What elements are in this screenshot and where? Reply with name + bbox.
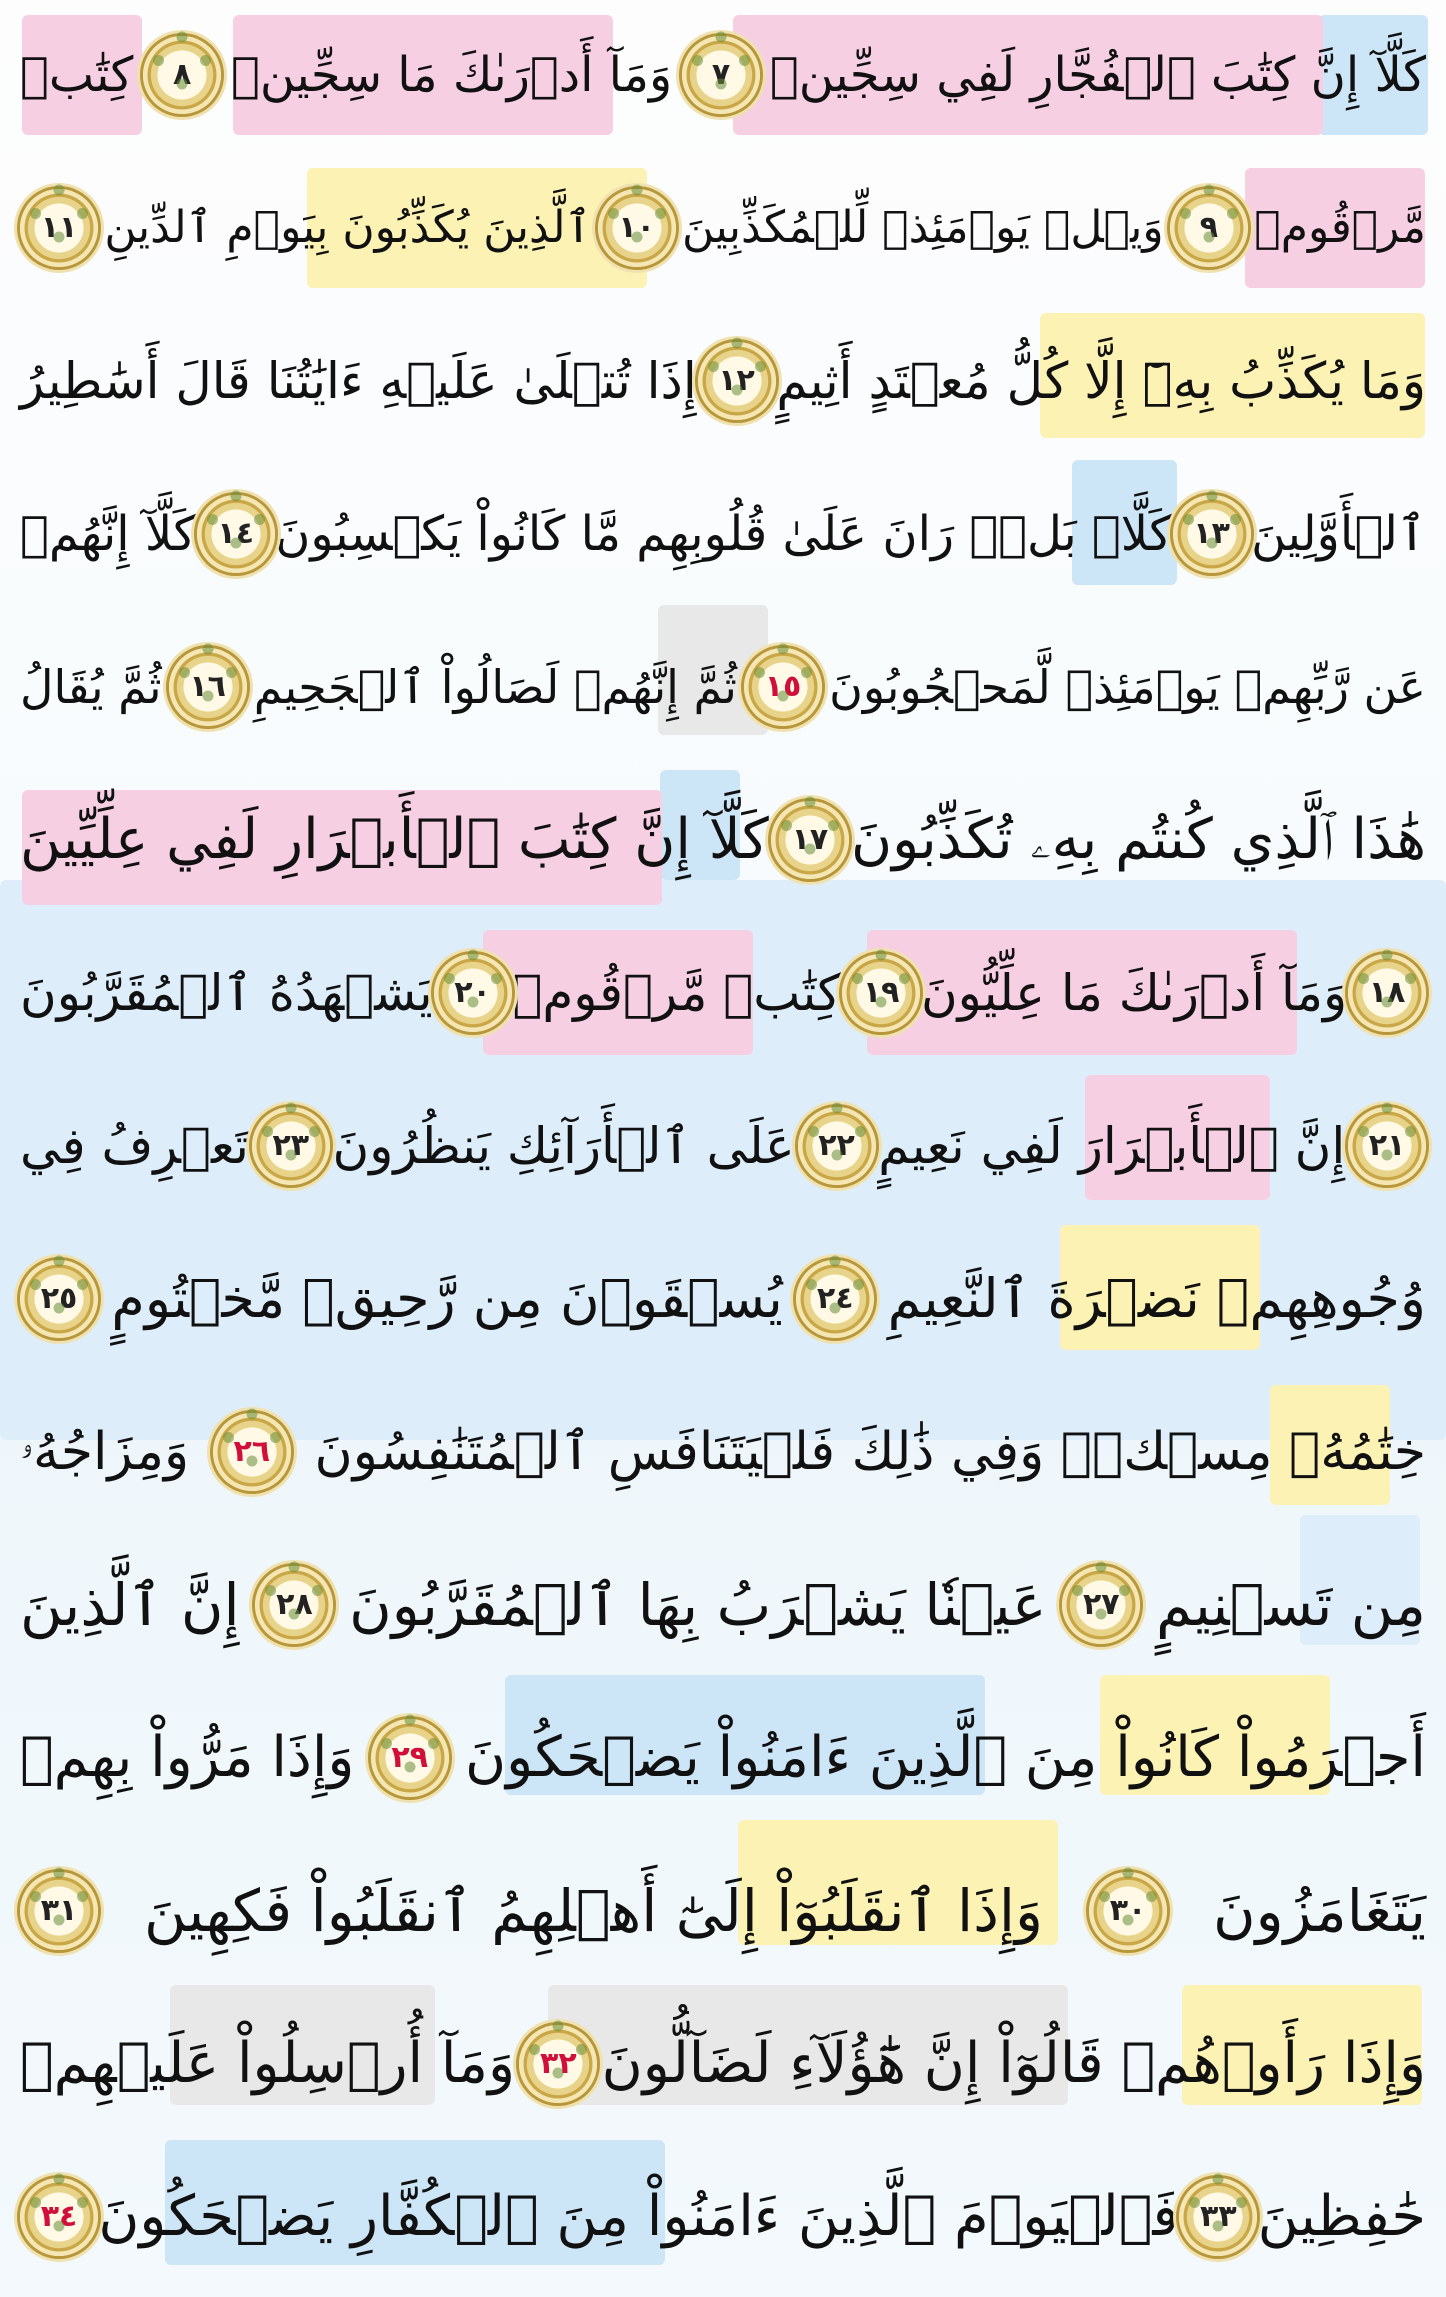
verse-line (20, 1071, 1426, 1221)
ayah-number-marker: ٣٢ (519, 2025, 597, 2103)
ayah-number-marker: ٣٠ (1089, 1872, 1167, 1950)
verse-text: ٱلَّذِينَ يُكَذِّبُونَ بِيَوۡمِ ٱلدِّينِ (104, 202, 592, 253)
verse-line (20, 153, 1426, 303)
verse-text: وَمَآ أَدۡرَىٰكَ مَا سِجِّينٞ (231, 47, 673, 103)
verse-text: ثُمَّ يُقَالُ (20, 660, 162, 714)
verse-text: وَمَآ أُرۡسِلُواْ عَلَيۡهِمۡ (20, 2031, 516, 2096)
verse-line (20, 918, 1426, 1068)
ayah-number-marker: ٩ (1170, 189, 1248, 267)
ayah-number-marker: ١٥ (744, 648, 822, 726)
verse-text: كَلَّاۖ بَلۡۜ رَانَ عَلَىٰ قُلُوبِهِم مَّا كَانُواْ يَكۡسِبُونَ (275, 506, 1173, 562)
verse-text: إِذَا تُتۡلَىٰ عَلَيۡهِ ءَايَٰتُنَا قَالَ أَسَٰطِيرُ (20, 352, 697, 410)
verse-text: خِتَٰمُهُۥ مِسۡكٞۚ وَفِي ذَٰلِكَ فَلۡيَتَنَافَسِ ٱلۡمُتَنَٰفِسُونَ (314, 1422, 1426, 1482)
ayah-number-marker: ٢٢ (798, 1107, 876, 1185)
verse-text: ثُمَّ إِنَّهُمۡ لَصَالُواْ ٱلۡجَحِيمِ (253, 660, 737, 714)
verse-line (20, 1530, 1426, 1680)
verse-line (20, 1683, 1426, 1833)
ayah-number-marker: ٢٥ (20, 1260, 98, 1338)
verse-line (20, 765, 1426, 915)
verse-text: عَلَى ٱلۡأَرَآئِكِ يَنظُرُونَ (332, 1117, 795, 1175)
verse-text: وَإِذَا مَرُّواْ بِهِمۡ (20, 1725, 355, 1790)
ayah-number-marker: ٢٣ (252, 1107, 330, 1185)
ayah-number-marker: ٢٠ (434, 954, 512, 1032)
verse-text: عَيۡنٗا يَشۡرَبُ بِهَا ٱلۡمُقَرَّبُونَ (349, 1571, 1047, 1639)
verse-text: كَلَّآ إِنَّ كِتَٰبَ ٱلۡأَبۡرَارِ لَفِي عِلِّيِّينَ (20, 807, 769, 872)
ayah-number-marker: ١١ (20, 189, 98, 267)
verse-line (20, 2142, 1426, 2292)
verse-text: عَن رَّبِّهِمۡ يَوۡمَئِذٖ لَّمَحۡجُوبُونَ (829, 660, 1426, 714)
ayah-number-marker: ٢٩ (371, 1719, 449, 1797)
verse-text: وَمِزَاجُهُۥ (20, 1422, 190, 1482)
ayah-number-marker: ٨ (143, 36, 221, 114)
ayah-number-marker: ١٠ (598, 189, 676, 267)
ayah-number-marker: ٢٦ (213, 1413, 291, 1491)
verse-text: تَعۡرِفُ فِي (20, 1117, 249, 1175)
verse-text: وَإِذَا ٱنقَلَبُوٓاْ إِلَىٰٓ أَهۡلِهِمُ ٱنقَلَبُواْ فَكِهِينَ (144, 1877, 1044, 1945)
ayah-number-marker: ١٩ (842, 954, 920, 1032)
verse-text: وَمَآ أَدۡرَىٰكَ مَا عِلِّيُّونَ (920, 964, 1348, 1022)
verse-text: كِتَٰبٞ (20, 47, 134, 103)
verse-text: يَشۡهَدُهُ ٱلۡمُقَرَّبُونَ (20, 964, 433, 1022)
verse-text: أَجۡرَمُواْ كَانُواْ مِنَ ٱلَّذِينَ ءَامَنُواْ يَضۡحَكُونَ (464, 1725, 1426, 1790)
verse-text: كَلَّآ إِنَّ كِتَٰبَ ٱلۡفُجَّارِ لَفِي سِجِّينٖ (769, 47, 1426, 103)
ayah-number-marker: ٢١ (1348, 1107, 1426, 1185)
verse-line (20, 1989, 1426, 2139)
verse-line (20, 459, 1426, 609)
ayah-number-marker: ١٧ (771, 801, 849, 879)
ayah-number-marker: ١٣ (1173, 495, 1251, 573)
verse-text: إِنَّ ٱلَّذِينَ (20, 1571, 240, 1639)
verse-text: وَإِذَا رَأَوۡهُمۡ قَالُوٓاْ إِنَّ هَٰٓؤُلَآءِ لَضَآلُّونَ (601, 2031, 1426, 2096)
ayah-number-marker: ٣١ (20, 1872, 98, 1950)
verse-text: إِنَّ ٱلۡأَبۡرَارَ لَفِي نَعِيمٍ (878, 1117, 1346, 1175)
verse-text: يَتَغَامَزُونَ (1213, 1877, 1426, 1945)
ayah-number-marker: ٢٨ (255, 1566, 333, 1644)
verse-text: مِن تَسۡنِيمٍ (1156, 1571, 1426, 1639)
verse-text: هَٰذَا ٱلَّذِي كُنتُم بِهِۦ تُكَذِّبُونَ (851, 807, 1426, 872)
verse-text: كِتَٰبٞ مَّرۡقُومٞ (512, 964, 842, 1022)
verse-line (20, 1377, 1426, 1527)
ayah-number-marker: ١٤ (197, 495, 275, 573)
verse-text: وَيۡلٞ يَوۡمَئِذٖ لِّلۡمُكَذِّبِينَ (682, 202, 1164, 253)
verse-text: كَلَّآ إِنَّهُمۡ (20, 506, 197, 562)
ayah-number-marker: ٣٤ (20, 2178, 98, 2256)
ayah-number-marker: ٣٣ (1179, 2178, 1257, 2256)
ayah-number-marker: ١٦ (169, 648, 247, 726)
ayah-number-marker: ١٢ (698, 342, 776, 420)
verse-line (20, 1836, 1426, 1986)
ayah-number-marker: ١٨ (1348, 954, 1426, 1032)
verse-text: مَّرۡقُومٞ (1254, 202, 1426, 253)
verse-line (20, 0, 1426, 150)
verse-line (20, 306, 1426, 456)
verse-text: حَٰفِظِينَ (1257, 2184, 1426, 2249)
verse-text: وُجُوهِهِمۡ نَضۡرَةَ ٱلنَّعِيمِ (887, 1267, 1426, 1330)
verse-text: وَمَا يُكَذِّبُ بِهِۦٓ إِلَّا كُلُّ مُعۡتَدٍ أَثِيمٍ (776, 352, 1426, 410)
verse-text: فَٱلۡيَوۡمَ ٱلَّذِينَ ءَامَنُواْ مِنَ ٱلۡكُفَّارِ يَضۡحَكُونَ (98, 2184, 1180, 2249)
verse-text: يُسۡقَوۡنَ مِن رَّحِيقٖ مَّخۡتُومٍ (111, 1267, 783, 1330)
verse-text: ٱلۡأَوَّلِينَ (1250, 506, 1426, 562)
ayah-number-marker: ٢٤ (796, 1260, 874, 1338)
verse-line (20, 1224, 1426, 1374)
ayah-number-marker: ٧ (682, 36, 760, 114)
ayah-number-marker: ٢٧ (1062, 1566, 1140, 1644)
verse-line (20, 612, 1426, 762)
